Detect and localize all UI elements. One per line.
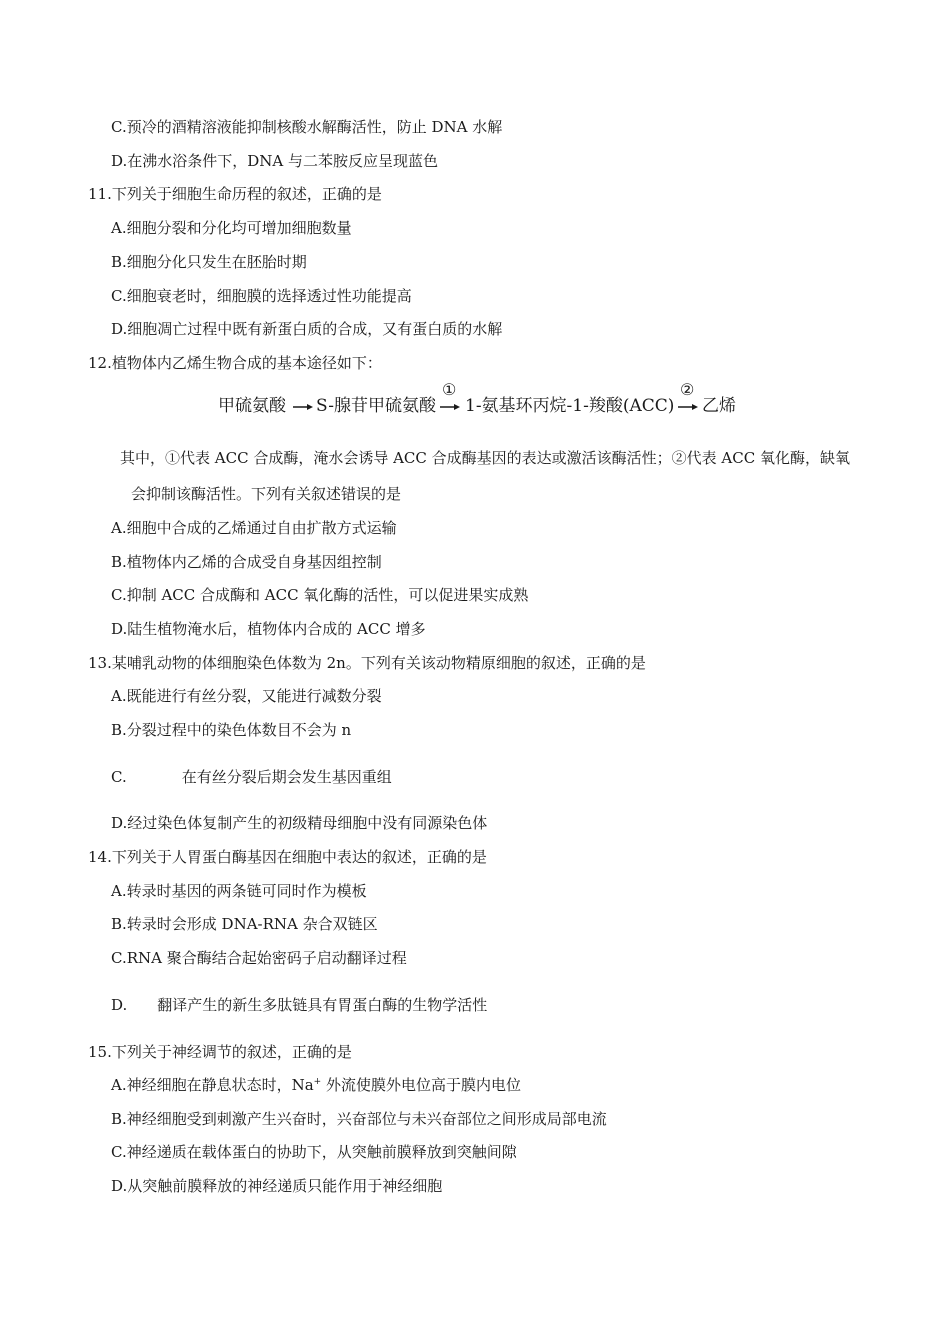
pathway-sam: S-腺苷甲硫氨酸 (316, 396, 437, 416)
q15-option-a (111, 1075, 521, 1095)
q14-option-d-label: D. (111, 996, 128, 1014)
q11-option-d: D.细胞凋亡过程中既有新蛋白质的合成，又有蛋白质的水解 (111, 320, 503, 338)
q15-option-b: B.神经细胞受到刺激产生兴奋时，兴奋部位与未兴奋部位之间形成局部电流 (111, 1110, 607, 1128)
pathway-ethylene: 乙烯 (702, 396, 736, 416)
q14-option-d (111, 995, 487, 1015)
ethylene-pathway-diagram (218, 380, 778, 428)
q11-option-a: A.细胞分裂和分化均可增加细胞数量 (111, 219, 352, 237)
pathway-step-2-label: ② (680, 380, 695, 399)
q15-option-d: D.从突触前膜释放的神经递质只能作用于神经细胞 (111, 1177, 443, 1195)
q13-stem: 13.某哺乳动物的体细胞染色体数为 2n。下列有关该动物精原细胞的叙述，正确的是 (88, 654, 646, 672)
q14-stem: 14.下列关于人胃蛋白酶基因在细胞中表达的叙述，正确的是 (88, 848, 487, 866)
q14-option-c: C.RNA 聚合酶结合起始密码子启动翻译过程 (111, 949, 407, 967)
pathway-methionine: 甲硫氨酸 (218, 396, 286, 416)
q13-option-c-label: C. (111, 768, 127, 786)
pathway-arrow-2 (439, 396, 461, 416)
q14-option-d-text: 翻译产生的新生多肽链具有胃蛋白酶的生物学活性 (157, 996, 488, 1014)
pathway-arrow-1 (292, 396, 314, 416)
q13-option-d: D.经过染色体复制产生的初级精母细胞中没有同源染色体 (111, 814, 488, 832)
q13-option-c-text: 在有丝分裂后期会发生基因重组 (181, 768, 392, 786)
q14-option-a: A.转录时基因的两条链可同时作为模板 (111, 882, 367, 900)
q11-option-c: C.细胞衰老时，细胞膜的选择透过性功能提高 (111, 287, 412, 305)
q15-option-a-text-2: 外流使膜外电位高于膜内电位 (321, 1076, 521, 1094)
q15-stem: 15.下列关于神经调节的叙述，正确的是 (88, 1043, 352, 1061)
q13-option-b: B.分裂过程中的染色体数目不会为 n (111, 721, 352, 739)
pathway-arrow-3 (677, 396, 699, 416)
q15-option-a-superscript: + (313, 1077, 322, 1087)
q12-option-a: A.细胞中合成的乙烯通过自由扩散方式运输 (111, 519, 397, 537)
q10-option-c: C.预冷的酒精溶液能抑制核酸水解酶活性，防止 DNA 水解 (111, 118, 503, 136)
q11-option-b: B.细胞分化只发生在胚胎时期 (111, 253, 307, 271)
q12-stem: 12.植物体内乙烯生物合成的基本途径如下： (88, 354, 382, 372)
pathway-step-1-label: ① (442, 380, 457, 399)
q10-option-d: D.在沸水浴条件下，DNA 与二苯胺反应呈现蓝色 (111, 152, 439, 170)
q14-option-b: B.转录时会形成 DNA-RNA 杂合双链区 (111, 915, 378, 933)
q12-note-line-1: 其中，①代表 ACC 合成酶，淹水会诱导 ACC 合成酶基因的表达或激活该酶活性；②代表 ACC 氧化酶，缺氧 (120, 449, 850, 467)
q12-note-line-2: 会抑制该酶活性。下列有关叙述错误的是 (131, 485, 402, 503)
q15-option-a-text-1: A.神经细胞在静息状态时，Na (111, 1076, 314, 1094)
q12-option-b: B.植物体内乙烯的合成受自身基因组控制 (111, 553, 382, 571)
q12-option-d: D.陆生植物淹水后，植物体内合成的 ACC 增多 (111, 620, 426, 638)
pathway-acc: 1-氨基环丙烷-1-羧酸(ACC) (465, 396, 675, 416)
q15-option-c: C.神经递质在载体蛋白的协助下，从突触前膜释放到突触间隙 (111, 1143, 517, 1161)
q13-option-a: A.既能进行有丝分裂，又能进行减数分裂 (111, 687, 382, 705)
q13-option-c (111, 767, 392, 787)
q12-option-c: C.抑制 ACC 合成酶和 ACC 氧化酶的活性，可以促进果实成熟 (111, 586, 529, 604)
q11-stem: 11.下列关于细胞生命历程的叙述，正确的是 (88, 185, 382, 203)
